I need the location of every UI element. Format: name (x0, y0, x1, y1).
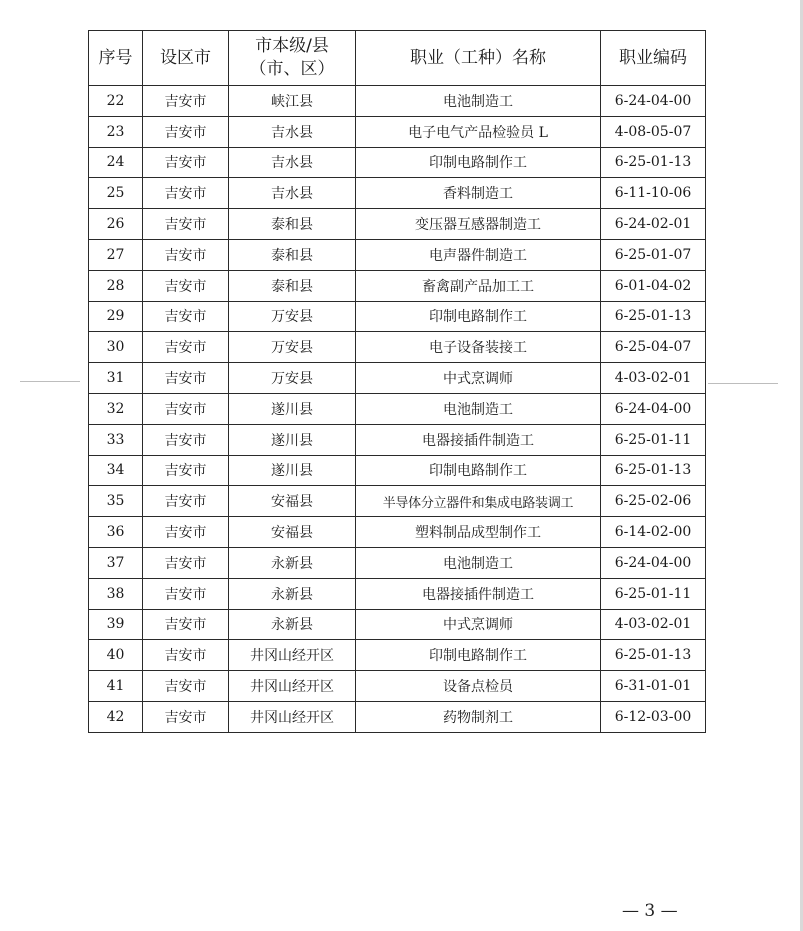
cell-county: 万安县 (229, 363, 356, 394)
cell-seq: 41 (89, 671, 143, 702)
cell-county: 吉水县 (229, 116, 356, 147)
header-code: 职业编码 (601, 31, 706, 86)
cell-code: 6-01-04-02 (601, 270, 706, 301)
cell-code: 6-25-01-13 (601, 640, 706, 671)
scan-speck (708, 383, 778, 384)
table-row (89, 116, 706, 147)
table-row (89, 270, 706, 301)
cell-occupation: 变压器互感器制造工 (356, 209, 601, 240)
cell-city: 吉安市 (143, 578, 229, 609)
cell-county: 万安县 (229, 301, 356, 332)
cell-county: 吉水县 (229, 147, 356, 178)
cell-occupation: 电池制造工 (356, 393, 601, 424)
cell-county: 安福县 (229, 486, 356, 517)
table-header-row (89, 31, 706, 86)
scan-speck (20, 381, 80, 382)
cell-seq: 26 (89, 209, 143, 240)
cell-seq: 31 (89, 363, 143, 394)
cell-city: 吉安市 (143, 609, 229, 640)
cell-code: 6-25-04-07 (601, 332, 706, 363)
cell-county: 井冈山经开区 (229, 671, 356, 702)
cell-seq: 29 (89, 301, 143, 332)
cell-city: 吉安市 (143, 239, 229, 270)
cell-city: 吉安市 (143, 486, 229, 517)
table-row (89, 393, 706, 424)
cell-code: 6-31-01-01 (601, 671, 706, 702)
cell-county: 泰和县 (229, 209, 356, 240)
table-row (89, 701, 706, 732)
cell-city: 吉安市 (143, 209, 229, 240)
cell-seq: 32 (89, 393, 143, 424)
cell-occupation: 印制电路制作工 (356, 455, 601, 486)
table-row (89, 671, 706, 702)
cell-county: 井冈山经开区 (229, 701, 356, 732)
cell-seq: 33 (89, 424, 143, 455)
cell-seq: 24 (89, 147, 143, 178)
cell-occupation: 电器接插件制造工 (356, 424, 601, 455)
cell-seq: 23 (89, 116, 143, 147)
cell-code: 6-11-10-06 (601, 178, 706, 209)
cell-occupation: 畜禽副产品加工工 (356, 270, 601, 301)
cell-seq: 28 (89, 270, 143, 301)
table-row (89, 640, 706, 671)
header-county (229, 31, 356, 86)
cell-occupation: 香料制造工 (356, 178, 601, 209)
header-city: 设区市 (143, 31, 229, 86)
cell-occupation: 电池制造工 (356, 86, 601, 117)
cell-code: 6-25-01-13 (601, 455, 706, 486)
cell-city: 吉安市 (143, 116, 229, 147)
cell-code: 4-08-05-07 (601, 116, 706, 147)
cell-county: 永新县 (229, 547, 356, 578)
cell-seq: 37 (89, 547, 143, 578)
cell-occupation: 印制电路制作工 (356, 301, 601, 332)
cell-code: 6-12-03-00 (601, 701, 706, 732)
table-row (89, 609, 706, 640)
cell-occupation: 半导体分立器件和集成电路装调工 (356, 486, 601, 517)
table-row (89, 301, 706, 332)
cell-seq: 39 (89, 609, 143, 640)
cell-city: 吉安市 (143, 701, 229, 732)
cell-county: 遂川县 (229, 455, 356, 486)
table-row (89, 424, 706, 455)
cell-seq: 40 (89, 640, 143, 671)
table-row (89, 363, 706, 394)
cell-county: 万安县 (229, 332, 356, 363)
cell-seq: 22 (89, 86, 143, 117)
cell-code: 6-25-01-13 (601, 301, 706, 332)
cell-seq: 34 (89, 455, 143, 486)
page-number: — 3 — (622, 901, 678, 921)
cell-occupation: 设备点检员 (356, 671, 601, 702)
cell-county: 遂川县 (229, 424, 356, 455)
cell-county: 吉水县 (229, 178, 356, 209)
cell-occupation: 电器接插件制造工 (356, 578, 601, 609)
cell-code: 6-24-04-00 (601, 547, 706, 578)
table-row (89, 178, 706, 209)
cell-occupation: 电子电气产品检验员 L (356, 116, 601, 147)
cell-code: 6-24-02-01 (601, 209, 706, 240)
cell-city: 吉安市 (143, 424, 229, 455)
cell-seq: 30 (89, 332, 143, 363)
table-row (89, 486, 706, 517)
cell-seq: 25 (89, 178, 143, 209)
cell-city: 吉安市 (143, 393, 229, 424)
cell-code: 6-25-01-07 (601, 239, 706, 270)
table-row (89, 455, 706, 486)
cell-occupation: 电声器件制造工 (356, 239, 601, 270)
cell-city: 吉安市 (143, 363, 229, 394)
table-row (89, 239, 706, 270)
table-row (89, 209, 706, 240)
table-body (89, 86, 706, 733)
occupation-table (88, 30, 706, 733)
cell-code: 4-03-02-01 (601, 609, 706, 640)
header-county-line2: （市、区） (249, 59, 335, 79)
cell-city: 吉安市 (143, 270, 229, 301)
cell-county: 泰和县 (229, 239, 356, 270)
cell-seq: 38 (89, 578, 143, 609)
cell-occupation: 印制电路制作工 (356, 147, 601, 178)
table-row (89, 547, 706, 578)
cell-county: 峡江县 (229, 86, 356, 117)
cell-code: 6-25-02-06 (601, 486, 706, 517)
cell-county: 遂川县 (229, 393, 356, 424)
cell-code: 6-24-04-00 (601, 393, 706, 424)
cell-occupation: 中式烹调师 (356, 609, 601, 640)
header-occupation: 职业（工种）名称 (356, 31, 601, 86)
header-county-line1: 市本级/县 (255, 36, 329, 56)
table-row (89, 147, 706, 178)
cell-occupation: 电子设备装接工 (356, 332, 601, 363)
cell-city: 吉安市 (143, 517, 229, 548)
cell-city: 吉安市 (143, 671, 229, 702)
cell-code: 6-24-04-00 (601, 86, 706, 117)
cell-occupation: 印制电路制作工 (356, 640, 601, 671)
cell-city: 吉安市 (143, 178, 229, 209)
cell-seq: 36 (89, 517, 143, 548)
cell-city: 吉安市 (143, 547, 229, 578)
cell-seq: 42 (89, 701, 143, 732)
header-seq: 序号 (89, 31, 143, 86)
cell-occupation: 药物制剂工 (356, 701, 601, 732)
table-row (89, 578, 706, 609)
cell-code: 4-03-02-01 (601, 363, 706, 394)
cell-code: 6-25-01-11 (601, 424, 706, 455)
cell-county: 泰和县 (229, 270, 356, 301)
cell-city: 吉安市 (143, 147, 229, 178)
cell-code: 6-14-02-00 (601, 517, 706, 548)
cell-seq: 27 (89, 239, 143, 270)
table-row (89, 517, 706, 548)
cell-city: 吉安市 (143, 332, 229, 363)
table-row (89, 332, 706, 363)
cell-county: 永新县 (229, 609, 356, 640)
cell-seq: 35 (89, 486, 143, 517)
cell-occupation: 电池制造工 (356, 547, 601, 578)
cell-city: 吉安市 (143, 455, 229, 486)
cell-code: 6-25-01-11 (601, 578, 706, 609)
table-row (89, 86, 706, 117)
cell-city: 吉安市 (143, 640, 229, 671)
cell-county: 安福县 (229, 517, 356, 548)
cell-code: 6-25-01-13 (601, 147, 706, 178)
cell-city: 吉安市 (143, 301, 229, 332)
cell-occupation: 塑料制品成型制作工 (356, 517, 601, 548)
cell-county: 井冈山经开区 (229, 640, 356, 671)
cell-city: 吉安市 (143, 86, 229, 117)
cell-county: 永新县 (229, 578, 356, 609)
cell-occupation: 中式烹调师 (356, 363, 601, 394)
